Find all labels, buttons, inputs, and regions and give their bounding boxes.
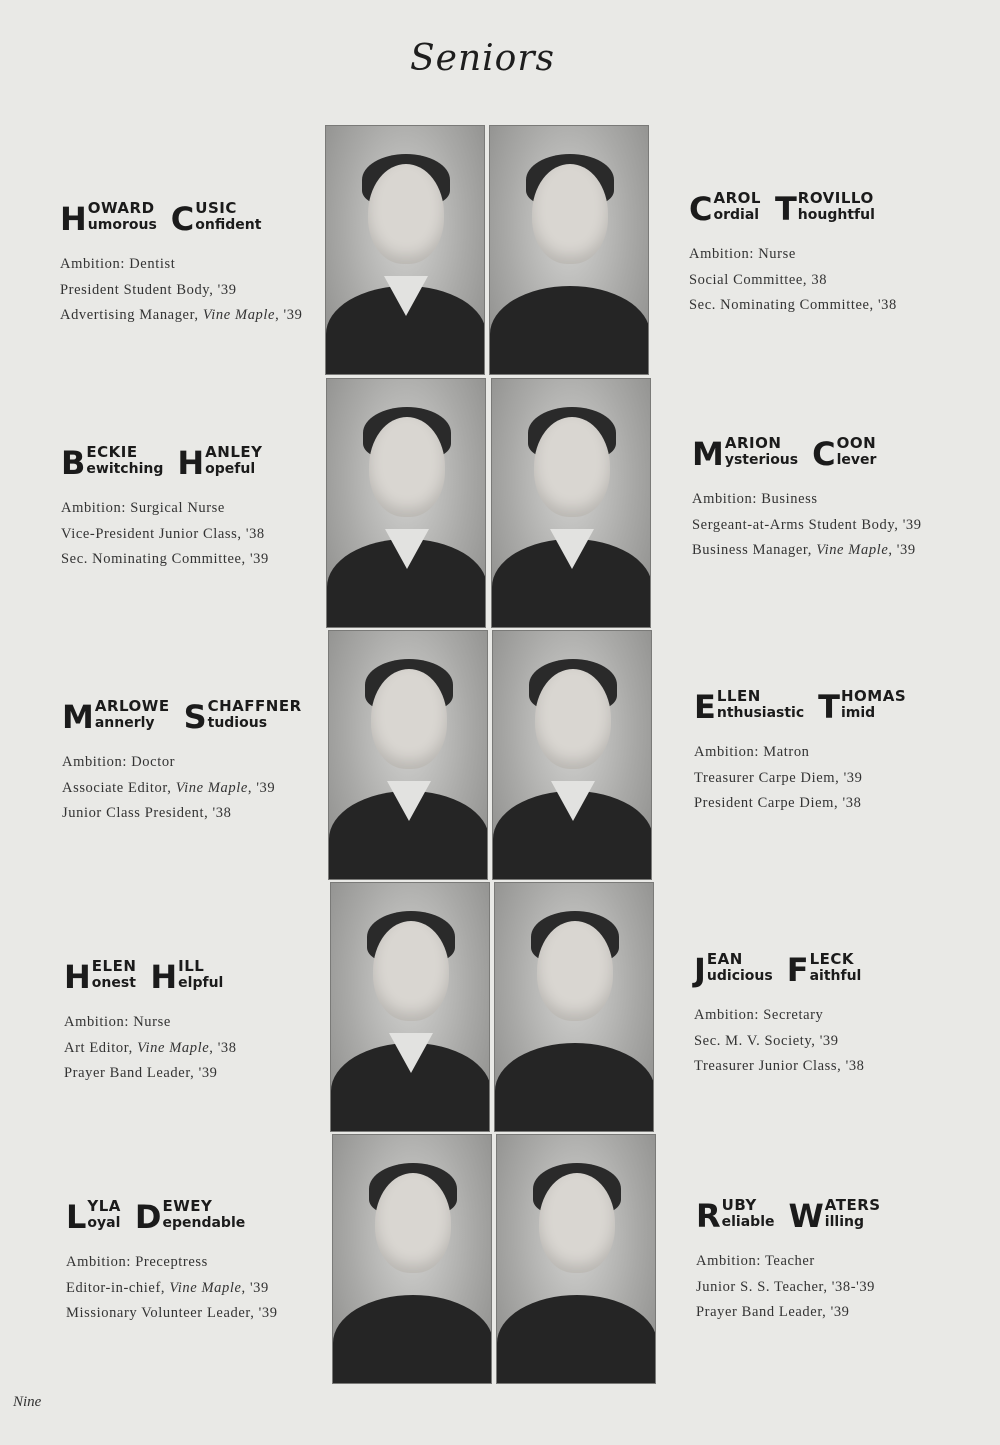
ambition: Ambition: Matron — [694, 744, 810, 760]
senior-name: B ECKIE ewitching H ANLEY opeful — [61, 443, 263, 482]
ambition: Ambition: Secretary — [694, 1007, 824, 1023]
ambition: Ambition: Surgical Nurse — [61, 500, 225, 516]
senior-name: E LLEN nthusiastic T HOMAS imid — [694, 687, 907, 726]
senior-name: J EAN udicious F LECK aithful — [694, 950, 862, 989]
ambition: Ambition: Dentist — [60, 256, 176, 272]
senior-entry-howard-cusic — [60, 200, 360, 329]
activity: Art Editor, Vine Maple, '38 — [64, 1039, 237, 1056]
senior-entry-marlowe-schaffner — [62, 698, 362, 827]
page-title: Seniors — [409, 38, 556, 79]
senior-name: L YLA oyal D EWEY ependable — [66, 1197, 246, 1236]
portrait-photo — [489, 125, 649, 375]
senior-entry-ruby-waters — [696, 1197, 996, 1326]
activity: President Student Body, '39 — [60, 281, 237, 298]
activity: Vice-President Junior Class, '38 — [61, 525, 265, 542]
ambition: Ambition: Teacher — [696, 1253, 815, 1269]
activity: Editor-in-chief, Vine Maple, '39 — [66, 1279, 269, 1296]
activity: Sergeant-at-Arms Student Body, '39 — [692, 516, 922, 533]
activity: Junior Class President, '38 — [62, 805, 232, 821]
senior-entry-beckie-hanley — [61, 444, 361, 573]
activity: Treasurer Carpe Diem, '39 — [694, 769, 863, 786]
senior-name: H ELEN onest H ILL elpful — [64, 957, 224, 996]
portrait-photo — [491, 378, 651, 628]
activity: Sec. M. V. Society, '39 — [694, 1032, 839, 1049]
senior-entry-helen-hill — [64, 958, 364, 1087]
activity: Social Committee, 38 — [689, 271, 828, 288]
senior-name: C AROL ordial T ROVILLO houghtful — [689, 189, 875, 228]
activity: Sec. Nominating Committee, '38 — [689, 297, 897, 313]
senior-entry-jean-fleck — [694, 951, 994, 1080]
ambition: Ambition: Nurse — [64, 1014, 171, 1030]
senior-name: M ARLOWE annerly S CHAFFNER tudious — [62, 697, 302, 736]
senior-entry-marion-coon — [692, 435, 992, 564]
activity: Advertising Manager, Vine Maple, '39 — [60, 307, 303, 323]
activity: Prayer Band Leader, '39 — [696, 1304, 850, 1320]
activity: Treasurer Junior Class, '38 — [694, 1058, 865, 1074]
page-number: Nine — [13, 1394, 42, 1410]
activity: Missionary Volunteer Leader, '39 — [66, 1305, 278, 1321]
ambition: Ambition: Business — [692, 491, 818, 507]
activity: Associate Editor, Vine Maple, '39 — [62, 779, 276, 796]
senior-name: M ARION ysterious C OON lever — [692, 434, 877, 473]
portrait-photo — [492, 630, 652, 880]
senior-name: H OWARD umorous C USIC onfident — [60, 199, 262, 238]
portrait-photo — [496, 1134, 656, 1384]
portrait-photo — [494, 882, 654, 1132]
ambition: Ambition: Preceptress — [66, 1254, 208, 1270]
senior-entry-lyla-dewey — [66, 1198, 366, 1327]
ambition: Ambition: Nurse — [689, 246, 796, 262]
ambition: Ambition: Doctor — [62, 754, 176, 770]
senior-name: R UBY eliable W ATERS illing — [696, 1196, 881, 1235]
senior-entry-carol-trovillo — [689, 190, 989, 319]
senior-entry-ellen-thomas — [694, 688, 994, 817]
activity: Sec. Nominating Committee, '39 — [61, 551, 269, 567]
activity: Junior S. S. Teacher, '38-'39 — [696, 1278, 876, 1295]
activity: President Carpe Diem, '38 — [694, 795, 862, 811]
activity: Business Manager, Vine Maple, '39 — [692, 542, 916, 558]
activity: Prayer Band Leader, '39 — [64, 1065, 218, 1081]
